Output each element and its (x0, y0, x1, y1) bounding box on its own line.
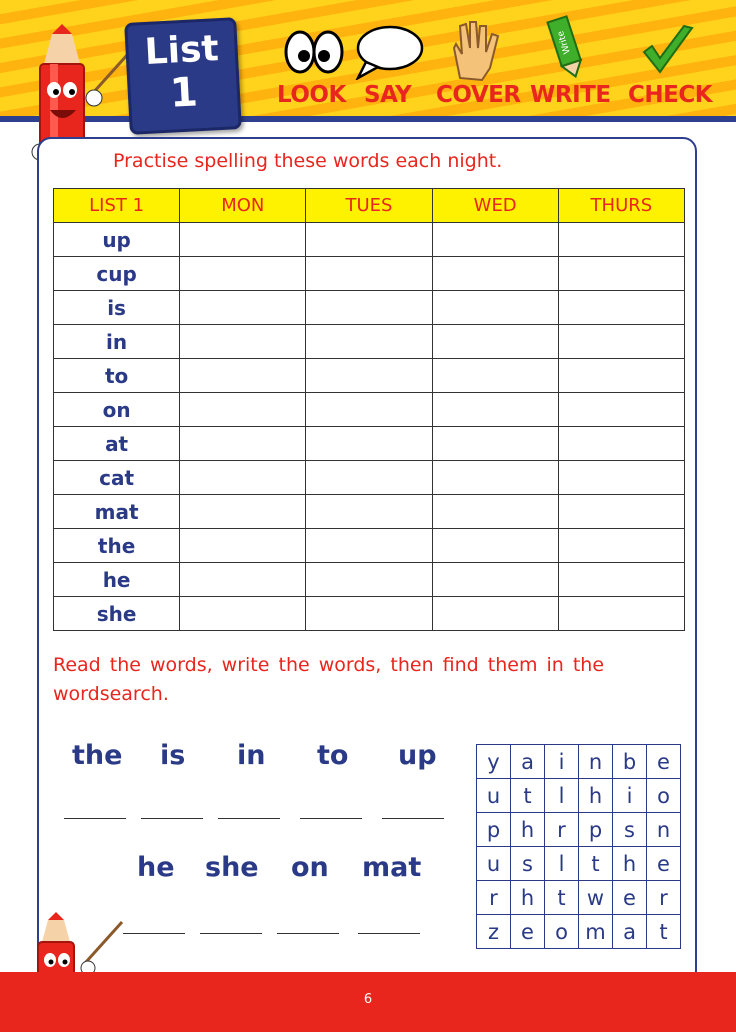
step-check: CHECK (628, 82, 713, 108)
practice-cell[interactable] (180, 359, 306, 393)
practice-cell[interactable] (432, 427, 558, 461)
practice-word: mat (362, 852, 422, 883)
practice-cell[interactable] (180, 223, 306, 257)
table-row (54, 359, 685, 393)
practice-cell[interactable] (306, 461, 432, 495)
spelling-word: up (54, 223, 180, 257)
wordsearch-letter[interactable]: l (545, 779, 579, 813)
write-line[interactable] (277, 933, 339, 934)
checkmark-icon (640, 22, 696, 78)
practice-cell[interactable] (306, 325, 432, 359)
table-row (54, 223, 685, 257)
wordsearch-letter[interactable]: h (511, 881, 545, 915)
list-badge-word: List (143, 28, 220, 73)
wordsearch-letter[interactable]: r (545, 813, 579, 847)
practice-cell[interactable] (306, 597, 432, 631)
practice-cell[interactable] (432, 461, 558, 495)
wordsearch-letter[interactable]: m (579, 915, 613, 949)
practice-cell[interactable] (180, 529, 306, 563)
wordsearch-letter[interactable]: o (545, 915, 579, 949)
practice-cell[interactable] (180, 257, 306, 291)
practice-cell[interactable] (558, 291, 684, 325)
wordsearch-letter[interactable]: b (613, 745, 647, 779)
read-instruction-line1: Read the words, write the words, then find them in the (53, 654, 605, 676)
column-header: THURS (558, 189, 684, 223)
table-row (54, 393, 685, 427)
practice-word: up (398, 740, 437, 771)
wordsearch-letter[interactable]: i (545, 745, 579, 779)
practice-cell[interactable] (558, 325, 684, 359)
practice-cell[interactable] (558, 257, 684, 291)
practice-cell[interactable] (432, 257, 558, 291)
practice-cell[interactable] (306, 223, 432, 257)
wordsearch-letter[interactable]: h (579, 779, 613, 813)
wordsearch-grid (476, 744, 681, 949)
wordsearch-letter[interactable]: s (511, 847, 545, 881)
write-pencil-icon (544, 14, 588, 80)
practice-word: she (205, 852, 259, 883)
practice-cell[interactable] (558, 359, 684, 393)
practice-cell[interactable] (306, 427, 432, 461)
table-row (54, 291, 685, 325)
column-header: WED (432, 189, 558, 223)
spelling-word: mat (54, 495, 180, 529)
practice-cell[interactable] (306, 563, 432, 597)
practice-cell[interactable] (432, 359, 558, 393)
wordsearch-letter[interactable]: h (613, 847, 647, 881)
speech-bubble-icon (354, 24, 424, 80)
table-row (54, 495, 685, 529)
step-say: SAY (364, 82, 412, 108)
practice-cell[interactable] (180, 393, 306, 427)
wordsearch-letter[interactable]: t (647, 915, 681, 949)
wordsearch-letter[interactable]: w (579, 881, 613, 915)
spelling-table-header (54, 189, 685, 223)
practice-cell[interactable] (432, 597, 558, 631)
wordsearch-letter[interactable]: n (647, 813, 681, 847)
page-number: 6 (363, 992, 373, 1007)
write-line[interactable] (300, 818, 362, 819)
wordsearch-row (477, 745, 681, 779)
spelling-word: cup (54, 257, 180, 291)
table-row (54, 597, 685, 631)
practice-cell[interactable] (558, 495, 684, 529)
wordsearch-letter[interactable]: t (511, 779, 545, 813)
practice-cell[interactable] (180, 563, 306, 597)
wordsearch-letter[interactable]: e (511, 915, 545, 949)
practice-cell[interactable] (558, 393, 684, 427)
practise-instruction: Practise spelling these words each night. (113, 150, 503, 172)
wordsearch-letter[interactable]: u (477, 779, 511, 813)
write-line[interactable] (123, 933, 185, 934)
practice-cell[interactable] (558, 223, 684, 257)
wordsearch-letter[interactable]: e (613, 881, 647, 915)
wordsearch-letter[interactable]: u (477, 847, 511, 881)
practice-cell[interactable] (306, 359, 432, 393)
hand-icon (446, 18, 502, 82)
practice-cell[interactable] (306, 393, 432, 427)
table-row (54, 257, 685, 291)
spelling-word: in (54, 325, 180, 359)
practice-cell[interactable] (180, 597, 306, 631)
write-line[interactable] (218, 818, 280, 819)
practice-cell[interactable] (432, 495, 558, 529)
column-header: LIST 1 (54, 189, 180, 223)
practice-cell[interactable] (180, 291, 306, 325)
spelling-word: to (54, 359, 180, 393)
step-write: WRITE (530, 82, 611, 108)
practice-word: in (237, 740, 266, 771)
wordsearch-letter[interactable]: y (477, 745, 511, 779)
practice-word: on (291, 852, 329, 883)
wordsearch-letter[interactable]: p (477, 813, 511, 847)
write-line[interactable] (141, 818, 203, 819)
practice-cell[interactable] (306, 291, 432, 325)
wordsearch-letter[interactable]: l (545, 847, 579, 881)
wordsearch-row (477, 847, 681, 881)
practice-cell[interactable] (306, 257, 432, 291)
wordsearch-letter[interactable]: r (477, 881, 511, 915)
wordsearch-letter[interactable]: h (511, 813, 545, 847)
wordsearch-letter[interactable]: a (511, 745, 545, 779)
step-look: LOOK (277, 82, 346, 108)
list-number-badge (124, 17, 242, 135)
practice-cell[interactable] (180, 325, 306, 359)
spelling-word: the (54, 529, 180, 563)
practice-cell[interactable] (432, 529, 558, 563)
practice-word: to (317, 740, 349, 771)
practice-cell[interactable] (306, 529, 432, 563)
practice-cell[interactable] (432, 563, 558, 597)
table-row (54, 563, 685, 597)
practice-cell[interactable] (558, 563, 684, 597)
spelling-word: on (54, 393, 180, 427)
spelling-word: at (54, 427, 180, 461)
practice-cell[interactable] (432, 291, 558, 325)
spelling-word: is (54, 291, 180, 325)
eyes-icon (282, 26, 346, 78)
practice-cell[interactable] (558, 597, 684, 631)
column-header: MON (180, 189, 306, 223)
spelling-word: he (54, 563, 180, 597)
wordsearch-row (477, 779, 681, 813)
practice-cell[interactable] (306, 495, 432, 529)
wordsearch-letter[interactable]: s (613, 813, 647, 847)
practice-cell[interactable] (180, 427, 306, 461)
wordsearch-letter[interactable]: i (613, 779, 647, 813)
practice-cell[interactable] (180, 461, 306, 495)
practice-word: he (137, 852, 175, 883)
step-cover: COVER (436, 82, 521, 108)
wordsearch-letter[interactable]: o (647, 779, 681, 813)
wordsearch-letter[interactable]: t (545, 881, 579, 915)
wordsearch-letter[interactable]: a (613, 915, 647, 949)
wordsearch-letter[interactable]: e (647, 847, 681, 881)
table-row (54, 461, 685, 495)
wordsearch-letter[interactable]: e (647, 745, 681, 779)
write-line[interactable] (382, 818, 444, 819)
write-icon-label: Write (556, 29, 573, 56)
wordsearch-letter[interactable]: p (579, 813, 613, 847)
read-instruction-line2: wordsearch. (53, 683, 169, 705)
spelling-word: cat (54, 461, 180, 495)
wordsearch-letter[interactable]: t (579, 847, 613, 881)
practice-word: is (160, 740, 186, 771)
wordsearch-row (477, 915, 681, 949)
practice-cell[interactable] (558, 529, 684, 563)
practice-cell[interactable] (558, 461, 684, 495)
spelling-word: she (54, 597, 180, 631)
wordsearch-letter[interactable]: r (647, 881, 681, 915)
wordsearch-letter[interactable]: n (579, 745, 613, 779)
practice-cell[interactable] (180, 495, 306, 529)
table-row (54, 325, 685, 359)
column-header: TUES (306, 189, 432, 223)
write-line[interactable] (64, 818, 126, 819)
practice-cell[interactable] (432, 223, 558, 257)
table-row (54, 427, 685, 461)
practice-cell[interactable] (432, 393, 558, 427)
practice-cell[interactable] (432, 325, 558, 359)
list-badge-number: 1 (168, 69, 199, 117)
practice-word: the (72, 740, 123, 771)
write-line[interactable] (358, 933, 420, 934)
write-line[interactable] (200, 933, 262, 934)
wordsearch-row (477, 813, 681, 847)
practice-cell[interactable] (558, 427, 684, 461)
table-row (54, 529, 685, 563)
spelling-table (53, 188, 685, 631)
wordsearch-letter[interactable]: z (477, 915, 511, 949)
wordsearch-row (477, 881, 681, 915)
